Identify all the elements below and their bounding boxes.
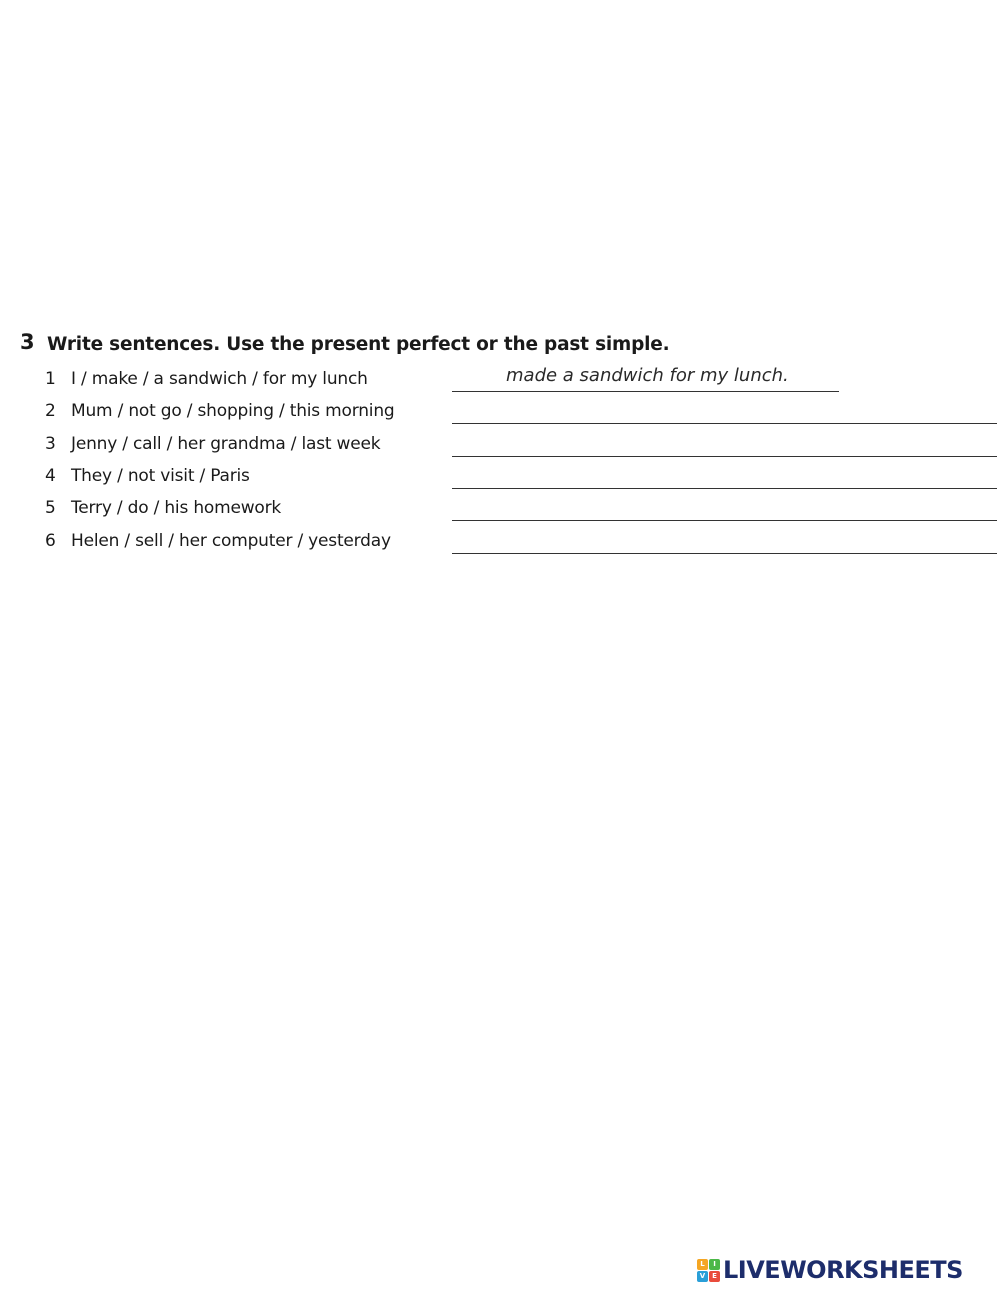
logo-block: E [709,1271,720,1282]
answer-example: made a sandwich for my lunch. [506,365,789,386]
logo-block: V [697,1271,708,1282]
item-prompt: Terry / do / his homework [71,498,282,518]
exercise-3 [0,0,1000,600]
list-item [0,399,1000,431]
answer-field[interactable] [452,391,839,392]
exercise-instruction: Write sentences. Use the present perfect or the past simple. [47,334,670,355]
list-item [0,367,1000,399]
item-number: 2 [45,401,56,421]
item-number: 6 [45,531,56,551]
liveworksheets-logo [697,1255,963,1285]
item-prompt: Jenny / call / her grandma / last week [71,434,381,454]
item-number: 4 [45,466,56,486]
item-prompt: They / not visit / Paris [71,466,250,486]
logo-blocks-icon [697,1259,720,1282]
answer-field[interactable] [452,520,997,521]
logo-block: I [709,1259,720,1270]
item-prompt: Helen / sell / her computer / yesterday [71,531,391,551]
logo-wordmark: LIVEWORKSHEETS [723,1256,963,1284]
item-number: 5 [45,498,56,518]
logo-block: L [697,1259,708,1270]
answer-field[interactable] [452,456,997,457]
list-item [0,464,1000,496]
item-prompt: I / make / a sandwich / for my lunch [71,369,368,389]
answer-field[interactable] [452,553,997,554]
list-item [0,432,1000,464]
item-number: 1 [45,369,56,389]
list-item [0,529,1000,561]
item-number: 3 [45,434,56,454]
list-item [0,496,1000,528]
answer-field[interactable] [452,423,997,424]
item-prompt: Mum / not go / shopping / this morning [71,401,395,421]
exercise-number: 3 [20,330,35,354]
answer-field[interactable] [452,488,997,489]
